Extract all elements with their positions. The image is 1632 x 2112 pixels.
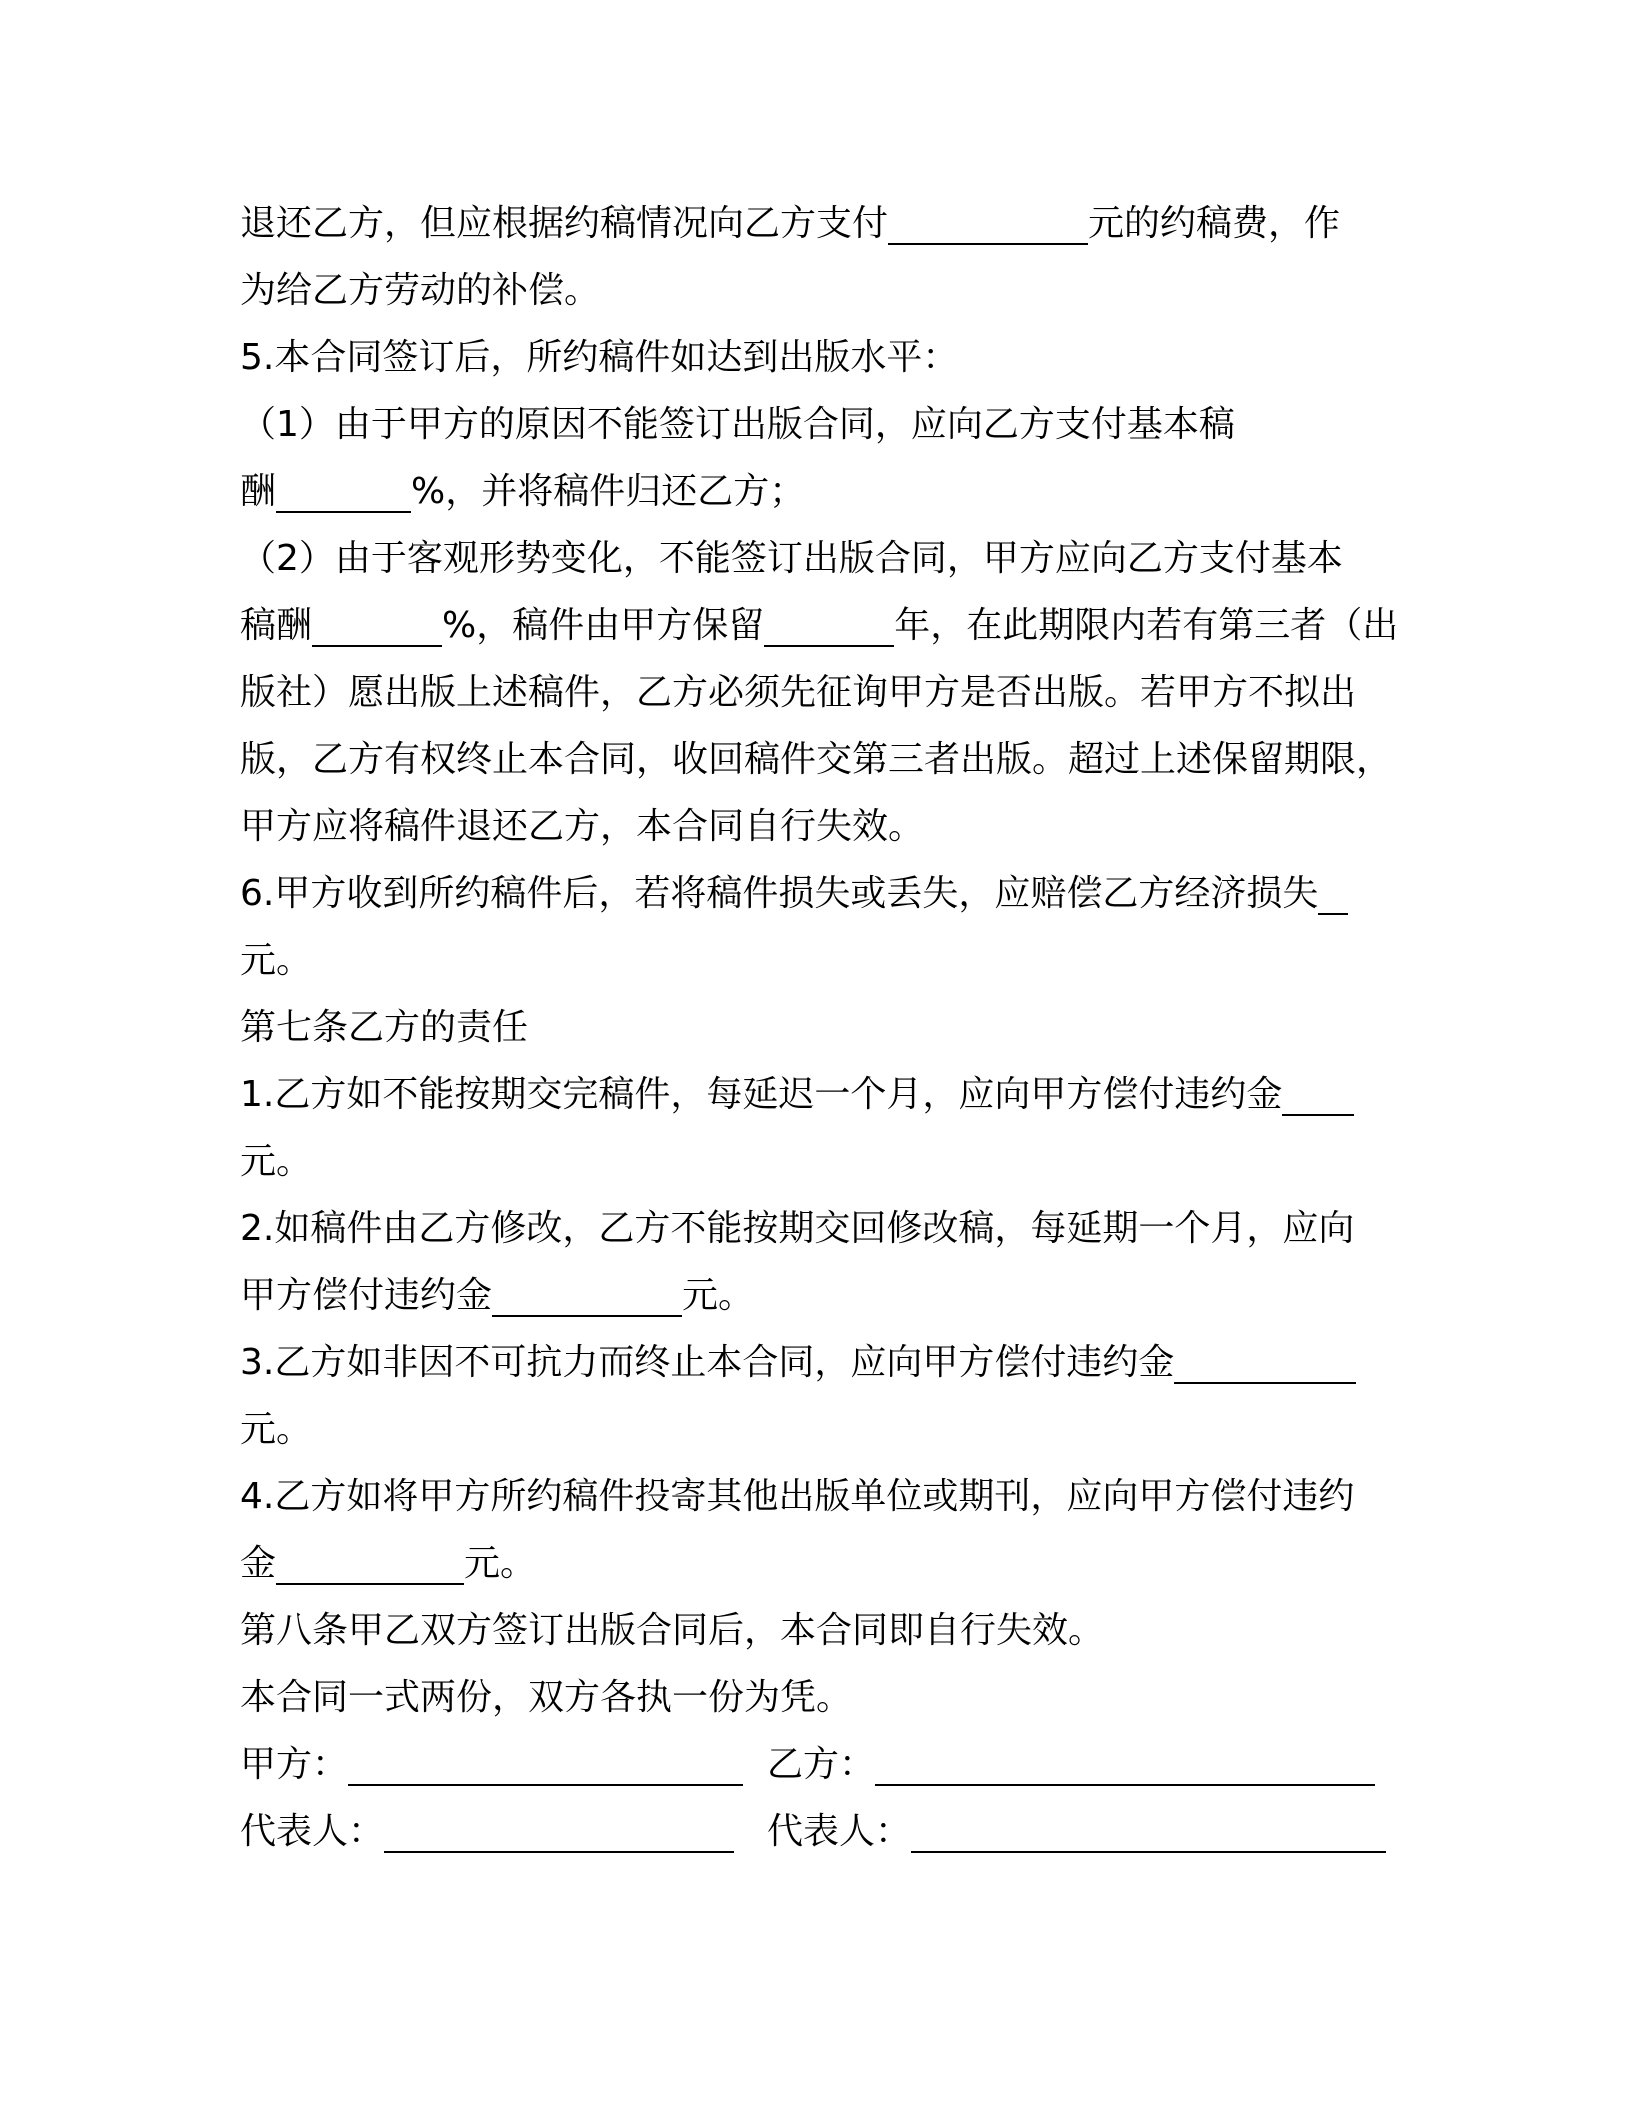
party-a-label: 甲方： xyxy=(240,1744,349,1785)
paragraph-line xyxy=(240,1061,1388,1128)
text: 2.如稿件由乙方修改，乙方不能按期交回修改稿，每延期一个月，应向 xyxy=(240,1208,1355,1249)
text: 元。 xyxy=(464,1543,537,1584)
rep-b-label: 代表人： xyxy=(767,1811,912,1852)
rep-b-signature xyxy=(767,1798,1386,1865)
text: 第七条乙方的责任 xyxy=(240,1007,529,1048)
rep-a-label: 代表人： xyxy=(240,1811,385,1852)
fill-blank-fee[interactable] xyxy=(888,199,1088,245)
text: 元。 xyxy=(240,1141,313,1182)
paragraph-line xyxy=(240,190,1388,257)
text: 元。 xyxy=(240,1409,313,1450)
article-7-heading xyxy=(240,994,1388,1061)
party-a-field[interactable] xyxy=(348,1740,743,1786)
paragraph-line xyxy=(240,860,1388,927)
paragraph-line xyxy=(240,1195,1388,1262)
text: 年，在此期限内若有第三者（出 xyxy=(894,605,1399,646)
fill-blank-percent[interactable] xyxy=(312,601,442,647)
paragraph-line xyxy=(240,525,1388,592)
text: 版社）愿出版上述稿件，乙方必须先征询甲方是否出版。若甲方不拟出 xyxy=(240,672,1357,713)
paragraph-line xyxy=(240,1530,1388,1597)
signature-row-representatives xyxy=(240,1798,1388,1865)
fill-blank-amount[interactable] xyxy=(1282,1070,1354,1116)
text: 元。 xyxy=(240,940,313,981)
fill-blank-amount[interactable] xyxy=(1174,1338,1356,1384)
copies-clause xyxy=(240,1664,1388,1731)
text: 本合同一式两份，双方各执一份为凭。 xyxy=(240,1677,853,1718)
rep-a-signature xyxy=(240,1798,734,1865)
text: 为给乙方劳动的补偿。 xyxy=(240,270,601,311)
party-b-label: 乙方： xyxy=(767,1744,876,1785)
signature-row-parties xyxy=(240,1731,1388,1798)
paragraph-line xyxy=(240,793,1388,860)
paragraph-line xyxy=(240,391,1388,458)
paragraph-line xyxy=(240,726,1393,793)
paragraph-line xyxy=(240,592,1399,659)
text: 甲方偿付违约金 xyxy=(240,1275,493,1316)
text: （1）由于甲方的原因不能签订出版合同，应向乙方支付基本稿 xyxy=(240,404,1235,445)
text: 酬 xyxy=(240,471,277,512)
text: 5.本合同签订后，所约稿件如达到出版水平： xyxy=(240,337,959,378)
text: 第八条甲乙双方签订出版合同后，本合同即自行失效。 xyxy=(240,1610,1105,1651)
text: 版，乙方有权终止本合同，收回稿件交第三者出版。超过上述保留期限， xyxy=(240,739,1393,780)
paragraph-line xyxy=(240,927,1388,994)
fill-blank-amount[interactable] xyxy=(1318,869,1348,915)
text: 退还乙方，但应根据约稿情况向乙方支付 xyxy=(240,203,889,244)
party-b-signature xyxy=(767,1731,1375,1798)
text: %，并将稿件归还乙方； xyxy=(411,471,806,512)
text: 稿酬 xyxy=(240,605,313,646)
party-a-signature xyxy=(240,1731,743,1798)
text: （2）由于客观形势变化，不能签订出版合同，甲方应向乙方支付基本 xyxy=(240,538,1343,579)
paragraph-line xyxy=(240,458,1388,525)
fill-blank-amount[interactable] xyxy=(276,1539,464,1585)
text: 3.乙方如非因不可抗力而终止本合同，应向甲方偿付违约金 xyxy=(240,1342,1175,1383)
paragraph-line xyxy=(240,1463,1388,1530)
paragraph-line xyxy=(240,1262,1388,1329)
text: 6.甲方收到所约稿件后，若将稿件损失或丢失，应赔偿乙方经济损失 xyxy=(240,873,1319,914)
paragraph-line xyxy=(240,257,1388,324)
fill-blank-amount[interactable] xyxy=(492,1271,682,1317)
fill-blank-percent[interactable] xyxy=(276,467,411,513)
party-b-field[interactable] xyxy=(875,1740,1375,1786)
text: %，稿件由甲方保留 xyxy=(442,605,765,646)
paragraph-line xyxy=(240,659,1388,726)
text: 1.乙方如不能按期交完稿件，每延迟一个月，应向甲方偿付违约金 xyxy=(240,1074,1283,1115)
text: 4.乙方如将甲方所约稿件投寄其他出版单位或期刊，应向甲方偿付违约 xyxy=(240,1476,1355,1517)
text: 金 xyxy=(240,1543,277,1584)
clause-5-heading xyxy=(240,324,1388,391)
text: 元的约稿费，作 xyxy=(1088,203,1341,244)
article-8 xyxy=(240,1597,1388,1664)
text: 甲方应将稿件退还乙方，本合同自行失效。 xyxy=(240,806,925,847)
text: 元。 xyxy=(682,1275,755,1316)
contract-page xyxy=(240,190,1399,1865)
rep-b-field[interactable] xyxy=(911,1807,1386,1853)
paragraph-line xyxy=(240,1128,1388,1195)
rep-a-field[interactable] xyxy=(384,1807,734,1853)
paragraph-line xyxy=(240,1329,1388,1396)
paragraph-line xyxy=(240,1396,1388,1463)
fill-blank-years[interactable] xyxy=(764,601,894,647)
